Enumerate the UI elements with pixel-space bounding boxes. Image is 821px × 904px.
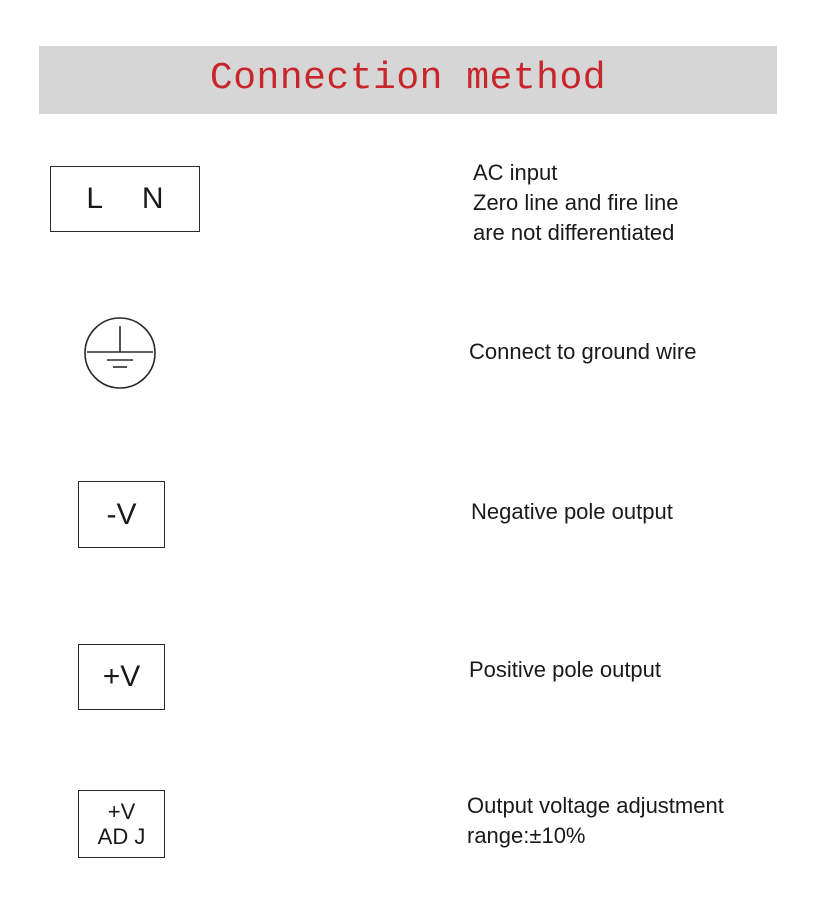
header-banner: [39, 46, 777, 114]
adjust-description: [467, 791, 724, 851]
negative-terminal-label: -V: [106, 497, 137, 531]
terminal-l-label: L: [86, 182, 104, 215]
ground-desc-line: Connect to ground wire: [469, 339, 697, 364]
negative-terminal-symbol: [78, 481, 165, 548]
page-title: Connection method: [209, 56, 607, 100]
adjust-terminal-symbol: [78, 790, 165, 858]
ac-description: [473, 158, 678, 248]
ac-desc-line: Zero line and fire line: [473, 190, 679, 215]
ac-terminal-symbol: [50, 166, 200, 232]
ground-icon: [83, 316, 157, 390]
terminal-n-label: N: [141, 182, 164, 215]
ac-desc-line: AC input: [473, 160, 558, 185]
adjust-desc-line: Output voltage adjustment: [467, 793, 724, 818]
adjust-terminal-label: +V: [107, 798, 136, 824]
positive-terminal-label: +V: [102, 660, 141, 693]
negative-description: [471, 497, 673, 527]
negative-desc-line: Negative pole output: [471, 499, 673, 524]
positive-terminal-symbol: [78, 644, 165, 710]
positive-description: [469, 655, 661, 685]
ac-desc-line: are not differentiated: [473, 220, 675, 245]
ground-description: [469, 337, 696, 367]
adjust-terminal-label: AD J: [97, 824, 146, 849]
positive-desc-line: Positive pole output: [469, 657, 662, 682]
adjust-desc-line: range:±10%: [467, 823, 586, 848]
